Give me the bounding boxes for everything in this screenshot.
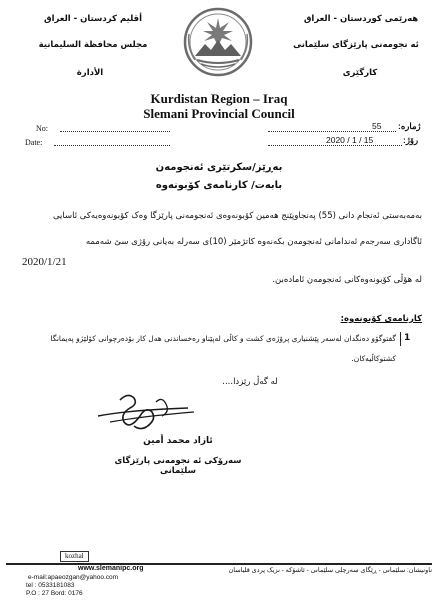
region-title-en: Kurdistan Region – Iraq bbox=[150, 91, 288, 106]
regards-line: لە گەڵ رێزدا.... bbox=[222, 377, 278, 387]
arabic-header-admin: الأدارة bbox=[76, 68, 104, 78]
date-dotted-line bbox=[54, 145, 170, 146]
council-title-en: Slemani Provincial Council bbox=[143, 106, 295, 121]
arabic-header-council: مجلس محافظة السليمانية bbox=[38, 40, 148, 50]
footer-rule bbox=[6, 563, 432, 565]
body-line-1: بەمەبەستی ئەنجام دانی (55) پەنجاوپێنج هەمین کۆبونەوەی ئەنجومەنی پارێزگا وەک کۆبونەوەیەکی ئاسایی bbox=[52, 211, 422, 221]
stamp-box: kozhal bbox=[60, 551, 89, 562]
body-line-4: لە هۆڵی کۆبونەوەکانی ئەنجومەن ئامادەبن. bbox=[272, 275, 422, 285]
signatory-name: ئازاد محمد أمين bbox=[143, 436, 213, 446]
date-value: 2020 / 1 / 15 bbox=[326, 135, 374, 145]
number-value: 55 bbox=[372, 121, 382, 131]
arabic-header-region: أقليم كردستان - العراق bbox=[43, 14, 143, 24]
agenda-item-number: 1 bbox=[404, 333, 411, 343]
footer-po: P.O : 27 Bord: 0176 bbox=[26, 590, 83, 597]
date-ku-dotted-line bbox=[268, 145, 402, 146]
kurdish-header-council: ئە نجومەنی پارێزگای سلێمانی bbox=[293, 40, 419, 50]
agenda-item-line-2: کشتوکاڵیەکان. bbox=[351, 354, 396, 363]
no-label: No: bbox=[36, 124, 48, 133]
meeting-date: 2020/1/21 bbox=[22, 256, 67, 268]
council-emblem-icon bbox=[177, 4, 259, 84]
agenda-item-line-1: گفتوگۆو دەنگدان لەسەر پێشنیاری پرۆژەی کشت و کاڵی لەپێناو رەخساندنی هەل کار بۆدەرچوانی کۆلێژو پەیمانگا bbox=[50, 334, 396, 343]
kurdish-header-admin: کارگێری bbox=[342, 68, 378, 78]
number-label-ku: ژمارە: bbox=[398, 121, 421, 131]
agenda-item-bar bbox=[400, 332, 401, 346]
recipient-line: بەڕێز/سکرتێری ئەنجومەن bbox=[155, 162, 283, 173]
body-line-2: ئاگاداری سەرجەم ئەندامانی ئەنجومەن بکەنەوە کاتژمێر (10)ی سەرلە بەیانی رۆژی سێ شەممە bbox=[85, 237, 422, 247]
footer-email[interactable]: e-mail:apaeozgan@yahoo.com bbox=[28, 574, 119, 581]
footer-address: ناونیشان: سلێمانی - ڕێگای سەرچلی سلێمانی - ئاشۆکە - نزیک پردی قلیاسان bbox=[228, 567, 432, 574]
signatory-role: سەرۆکی ئە نجومەنی پارێزگای سلێمانی bbox=[114, 456, 242, 476]
no-dotted-line bbox=[60, 131, 170, 132]
date-label: Date: bbox=[25, 138, 43, 147]
kurdish-header-region: هەرێمی کوردستان - العراق bbox=[303, 14, 419, 24]
subject-line: بابەت/ کارنامەی کۆبونەوە bbox=[155, 180, 283, 191]
signature-icon bbox=[90, 386, 202, 436]
number-dotted-line bbox=[268, 131, 396, 132]
date-label-ku: رۆژ: bbox=[403, 135, 419, 145]
agenda-heading: کارنامەی کۆبونەوە: bbox=[340, 314, 422, 324]
footer-website[interactable]: www.slemanipc.org bbox=[78, 565, 144, 572]
footer-tel: tel : 0533181083 bbox=[26, 582, 75, 589]
